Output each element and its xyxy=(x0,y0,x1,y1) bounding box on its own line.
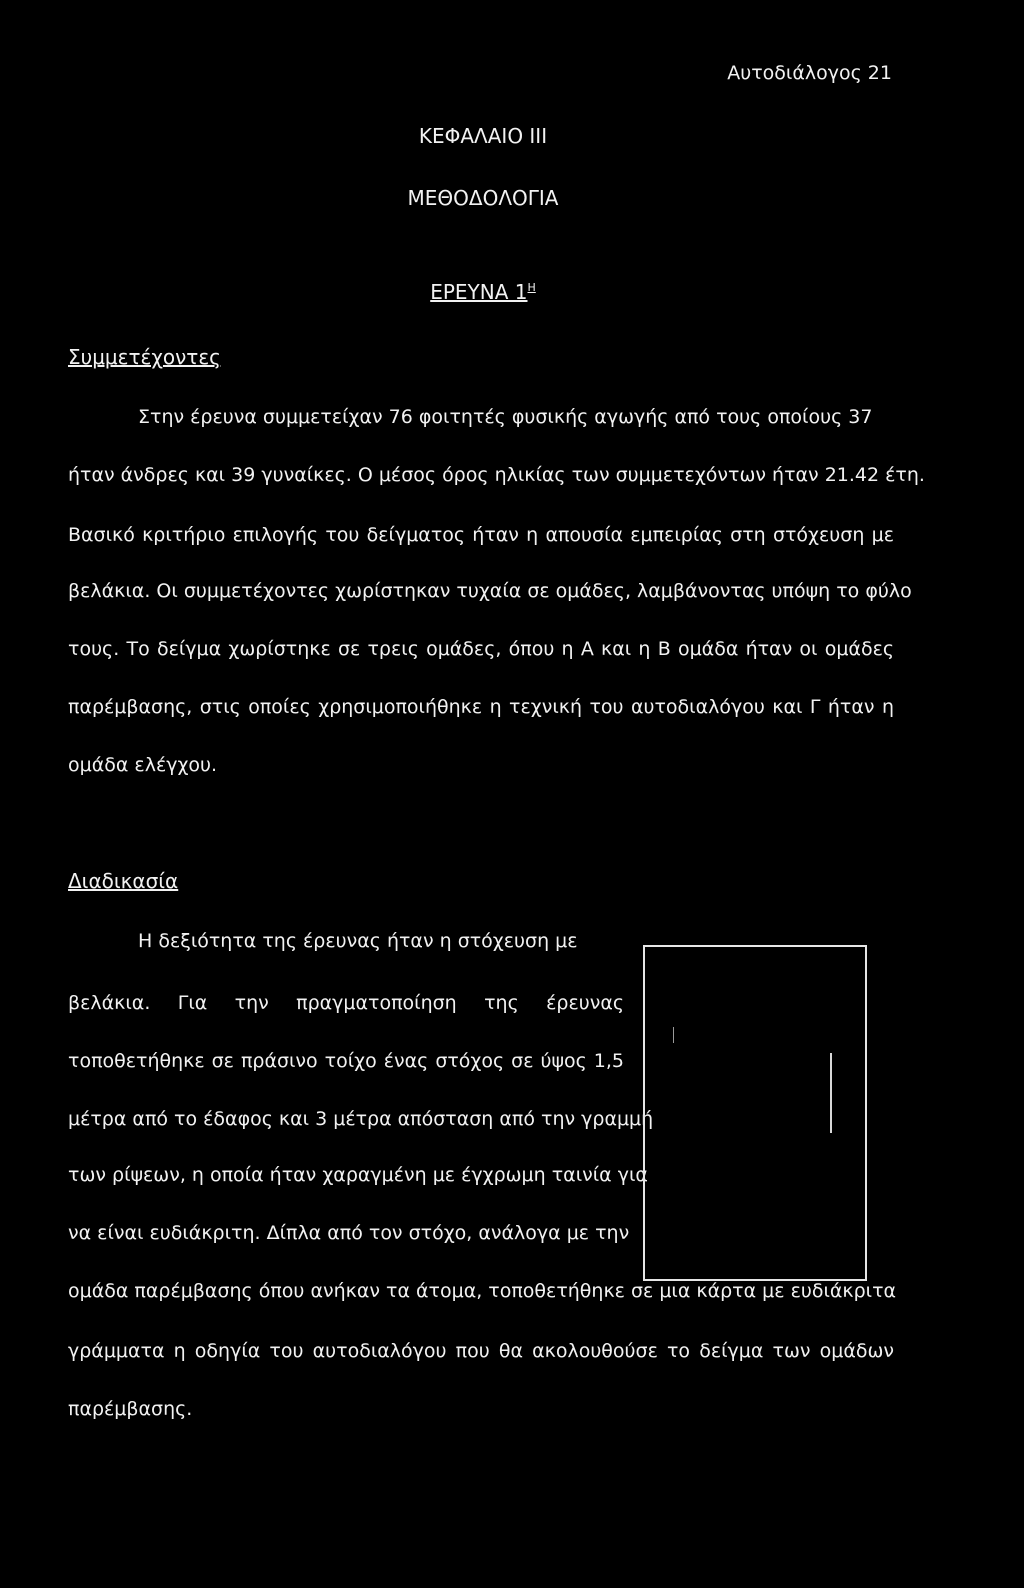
figure-mark xyxy=(673,1027,674,1043)
participants-heading: Συμμετέχοντες xyxy=(68,345,221,369)
participants-line: Βασικό κριτήριο επιλογής του δείγματος ήταν η απουσία εμπειρίας στη στόχευση με xyxy=(68,524,894,546)
figure-mark xyxy=(830,1053,832,1133)
figure-frame xyxy=(643,945,867,1281)
procedure-line: βελάκια. Για την πραγματοποίηση της έρευνας xyxy=(68,992,624,1014)
page-header: Αυτοδιάλογος 21 xyxy=(727,62,892,84)
procedure-line: γράμματα η οδηγία του αυτοδιαλόγου που θα ακολουθούσε το δείγμα των ομάδων xyxy=(68,1340,894,1362)
procedure-heading: Διαδικασία xyxy=(68,869,179,893)
procedure-line: Η δεξιότητα της έρευνας ήταν η στόχευση με xyxy=(138,930,578,952)
participants-line: Στην έρευνα συμμετείχαν 76 φοιτητές φυσικής αγωγής από τους οποίους 37 xyxy=(138,406,873,428)
chapter-title: ΚΕΦΑΛΑΙΟ III xyxy=(418,124,548,148)
participants-line: ομάδα ελέγχου. xyxy=(68,754,218,776)
participants-line: ήταν άνδρες και 39 γυναίκες. Ο μέσος όρος ηλικίας των συμμετεχόντων ήταν 21.42 έτη. xyxy=(68,464,925,486)
procedure-line: μέτρα από το έδαφος και 3 μέτρα απόσταση από την γραμμή xyxy=(68,1108,654,1130)
research-title-text: ΕΡΕΥΝΑ 1 xyxy=(430,280,528,304)
participants-line: βελάκια. Οι συμμετέχοντες χωρίστηκαν τυχαία σε ομάδες, λαμβάνοντας υπόψη το φύλο xyxy=(68,580,912,602)
procedure-line: να είναι ευδιάκριτη. Δίπλα από τον στόχο, ανάλογα με την xyxy=(68,1222,630,1244)
participants-line: τους. Το δείγμα χωρίστηκε σε τρεις ομάδες, όπου η Α και η Β ομάδα ήταν οι ομάδες xyxy=(68,638,894,660)
research-title xyxy=(0,280,966,304)
section-title: ΜΕΘΟΔΟΛΟΓΙΑ xyxy=(407,186,559,210)
procedure-line: ομάδα παρέμβασης όπου ανήκαν τα άτομα, τοποθετήθηκε σε μια κάρτα με ευδιάκριτα xyxy=(68,1280,897,1302)
participants-line: παρέμβασης, στις οποίες χρησιμοποιήθηκε η τεχνική του αυτοδιαλόγου και Γ ήταν η xyxy=(68,696,894,718)
research-title-superscript: Η xyxy=(527,281,536,294)
procedure-line: παρέμβασης. xyxy=(68,1398,193,1420)
procedure-line: των ρίψεων, η οποία ήταν χαραγμένη με έγχρωμη ταινία για xyxy=(68,1164,648,1186)
procedure-line: τοποθετήθηκε σε πράσινο τοίχο ένας στόχος σε ύψος 1,5 xyxy=(68,1050,624,1072)
